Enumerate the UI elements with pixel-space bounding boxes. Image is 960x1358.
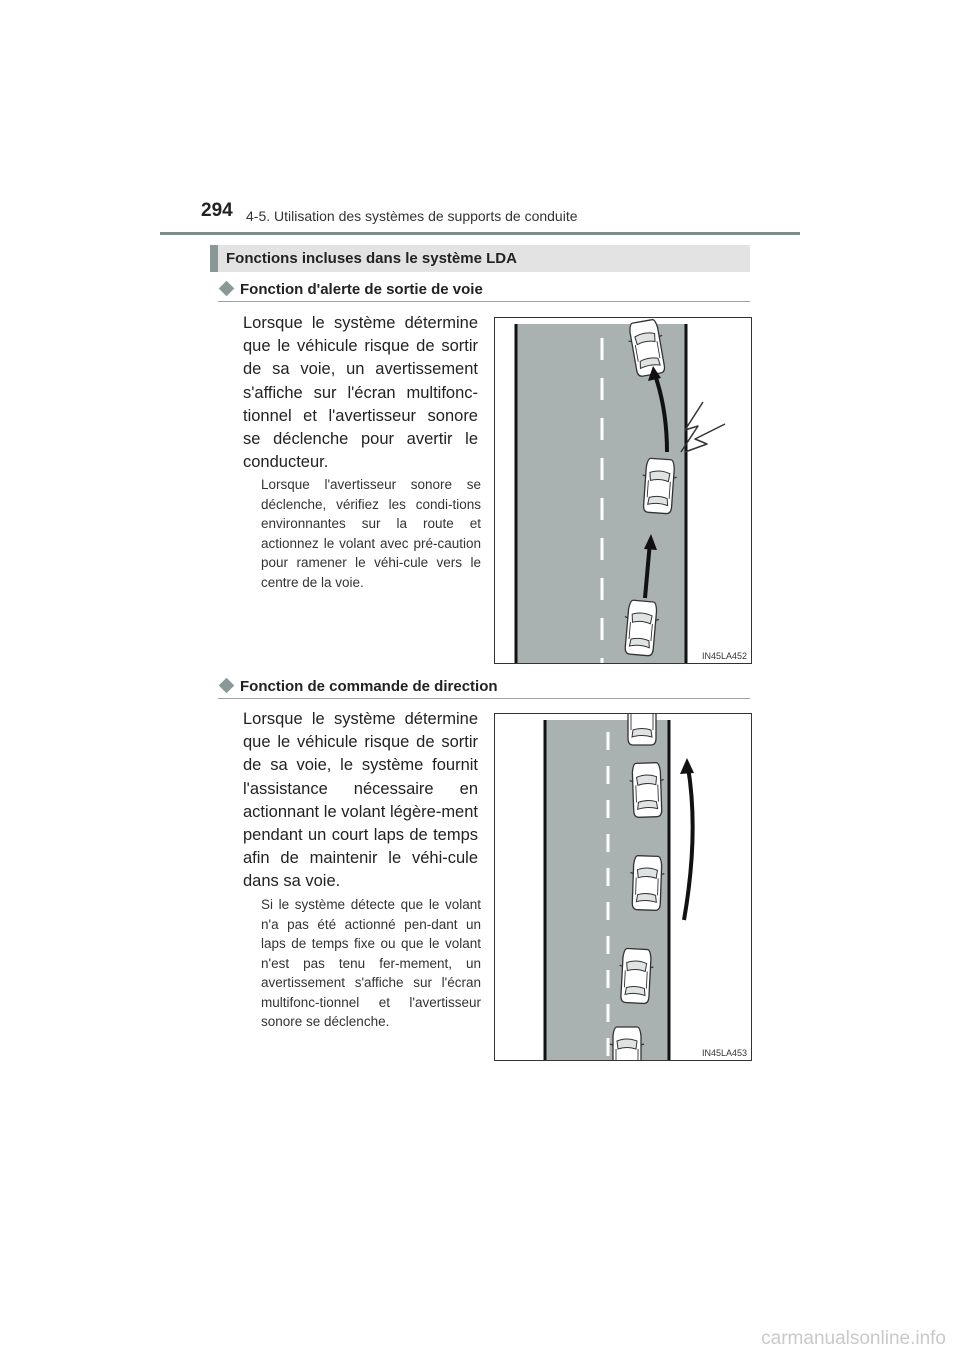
diamond-bullet-icon	[219, 678, 235, 694]
page-number: 294	[201, 200, 233, 221]
car-icon	[640, 458, 678, 514]
diamond-bullet-icon	[219, 281, 235, 297]
subhead-steering-control	[218, 678, 498, 695]
steering-arrow-icon	[684, 767, 693, 920]
subhead-label: Fonction de commande de direction	[240, 678, 498, 695]
car-icon	[618, 948, 655, 1004]
lane-illustration	[495, 318, 751, 663]
car-icon	[625, 714, 659, 745]
figure-lane-departure-alert	[494, 317, 752, 664]
car-icon	[629, 762, 665, 817]
car-icon	[610, 1027, 644, 1060]
section-title: Fonctions incluses dans le système LDA	[226, 250, 517, 267]
section-bar	[210, 245, 750, 272]
note-paragraph: Si le système détecte que le volant n'a pas été actionné pen-dant un laps de temps fixe ou que le volant n'est pas tenu fer-mement, un avertissement s'affiche sur l'écran multifonc-tionnel et l'avertisseur sonore se déclenche.	[261, 897, 481, 1029]
figure-code: IN45LA452	[701, 651, 747, 661]
subhead-label: Fonction d'alerte de sortie de voie	[240, 281, 483, 298]
subhead-lane-departure-alert	[218, 281, 483, 298]
lane-illustration	[495, 714, 751, 1060]
watermark: carmanualsonline.info	[761, 1328, 946, 1349]
header-rule	[160, 232, 800, 235]
body-paragraph: Lorsque le système détermine que le véhicule risque de sortir de sa voie, le système fournit l'assistance nécessaire en actionnant le volant légère-ment pendant un court laps de temps afin de maintenir le véhi-cule dans sa voie.	[243, 710, 478, 891]
arrowhead-icon	[680, 758, 694, 774]
body-paragraph: Lorsque le système détermine que le véhicule risque de sortir de sa voie, un avertissement s'affiche sur l'écran multifonc-tionnel et l'avertisseur sonore se déclenche pour avertir le conducteur.	[243, 314, 478, 472]
figure-code: IN45LA453	[701, 1048, 747, 1058]
subhead-rule	[218, 301, 750, 302]
car-icon	[629, 855, 665, 910]
chapter-title: 4-5. Utilisation des systèmes de supports de conduite	[246, 208, 578, 224]
figure-steering-control	[494, 713, 752, 1061]
note-paragraph: Lorsque l'avertisseur sonore se déclenche, vérifiez les condi-tions environnantes sur la route et actionnez le volant avec pré-caution pour ramener le véhi-cule vers le centre de la voie.	[261, 477, 481, 590]
subhead-rule	[218, 698, 750, 699]
